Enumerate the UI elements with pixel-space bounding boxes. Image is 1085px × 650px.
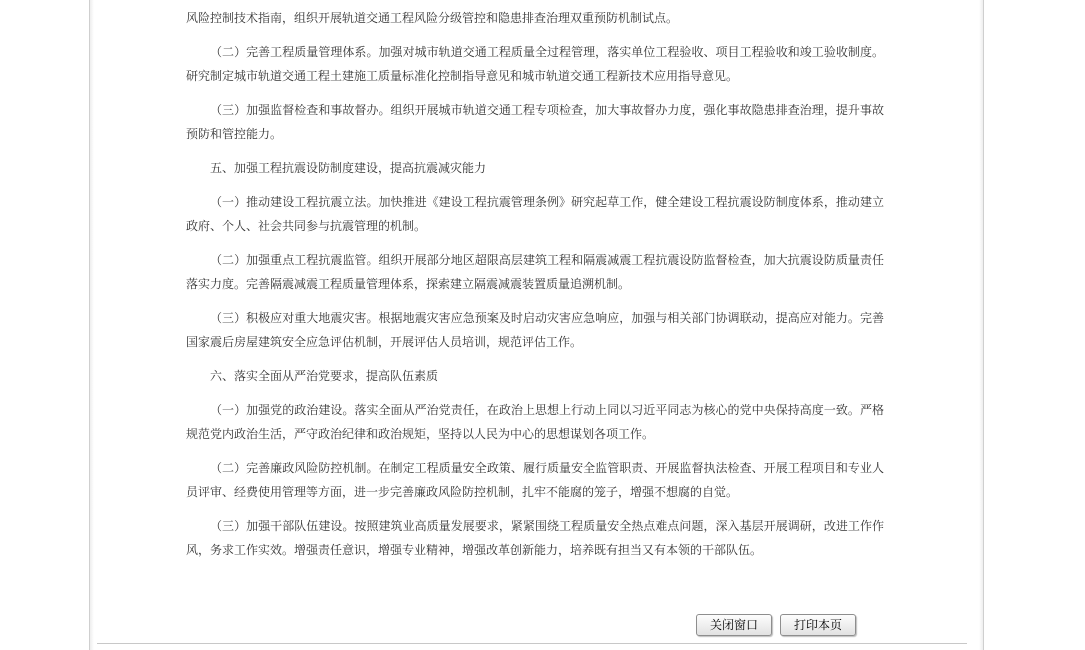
section-heading-6: 六、落实全面从严治党要求，提高队伍素质 xyxy=(210,369,439,383)
paragraph-party-building: （一）加强党的政治建设。落实全面从严治党责任，在政治上思想上行动上同以习近平同志为核心的党中央保持高度一致。严格规范党内政治生活，严守政治纪律和政治规矩，坚持以人民为中心的思想谋划各项工作。 xyxy=(186,403,884,441)
paragraph-integrity-risk: （二）完善廉政风险防控机制。在制定工程质量安全政策、履行质量安全监管职责、开展监督执法检查、开展工程项目和专业人员评审、经费使用管理等方面，进一步完善廉政风险防控机制，扎牢不能腐的笼子，增强不想腐的自觉。 xyxy=(186,461,884,499)
button-row xyxy=(696,614,856,636)
paragraph-seismic-legislation: （一）推动建设工程抗震立法。加快推进《建设工程抗震管理条例》研究起草工作，健全建设工程抗震设防制度体系，推动建立政府、个人、社会共同参与抗震管理的机制。 xyxy=(186,195,884,233)
section-heading-5: 五、加强工程抗震设防制度建设，提高抗震减灾能力 xyxy=(210,161,487,175)
paragraph-supervision: （三）加强监督检查和事故督办。组织开展城市轨道交通工程专项检查，加大事故督办力度，强化事故隐患排查治理，提升事故预防和管控能力。 xyxy=(186,103,884,141)
paragraph-earthquake-response: （三）积极应对重大地震灾害。根据地震灾害应急预案及时启动灾害应急响应，加强与相关部门协调联动，提高应对能力。完善国家震后房屋建筑安全应急评估机制，开展评估人员培训，规范评估工作。 xyxy=(186,311,884,349)
paragraph-quality-management: （二）完善工程质量管理体系。加强对城市轨道交通工程质量全过程管理，落实单位工程验收、项目工程验收和竣工验收制度。研究制定城市轨道交通工程土建施工质量标准化控制指导意见和城市轨道交通工程新技术应用指导意见。 xyxy=(186,45,884,83)
close-window-button[interactable]: 关闭窗口 xyxy=(696,614,772,636)
print-page-button[interactable]: 打印本页 xyxy=(780,614,856,636)
paragraph-team-building: （三）加强干部队伍建设。按照建筑业高质量发展要求，紧紧围绕工程质量安全热点难点问题，深入基层开展调研，改进工作作风，务求工作实效。增强责任意识，增强专业精神，增强改革创新能力，培养既有担当又有本领的干部队伍。 xyxy=(186,519,884,557)
paragraph-continued: 风险控制技术指南，组织开展轨道交通工程风险分级管控和隐患排查治理双重预防机制试点。 xyxy=(186,11,679,25)
article-body xyxy=(186,0,884,572)
bottom-divider xyxy=(97,643,967,644)
paragraph-seismic-supervision: （二）加强重点工程抗震监管。组织开展部分地区超限高层建筑工程和隔震减震工程抗震设防监督检查，加大抗震设防质量责任落实力度。完善隔震减震工程质量管理体系，探索建立隔震减震装置质量追溯机制。 xyxy=(186,253,884,291)
